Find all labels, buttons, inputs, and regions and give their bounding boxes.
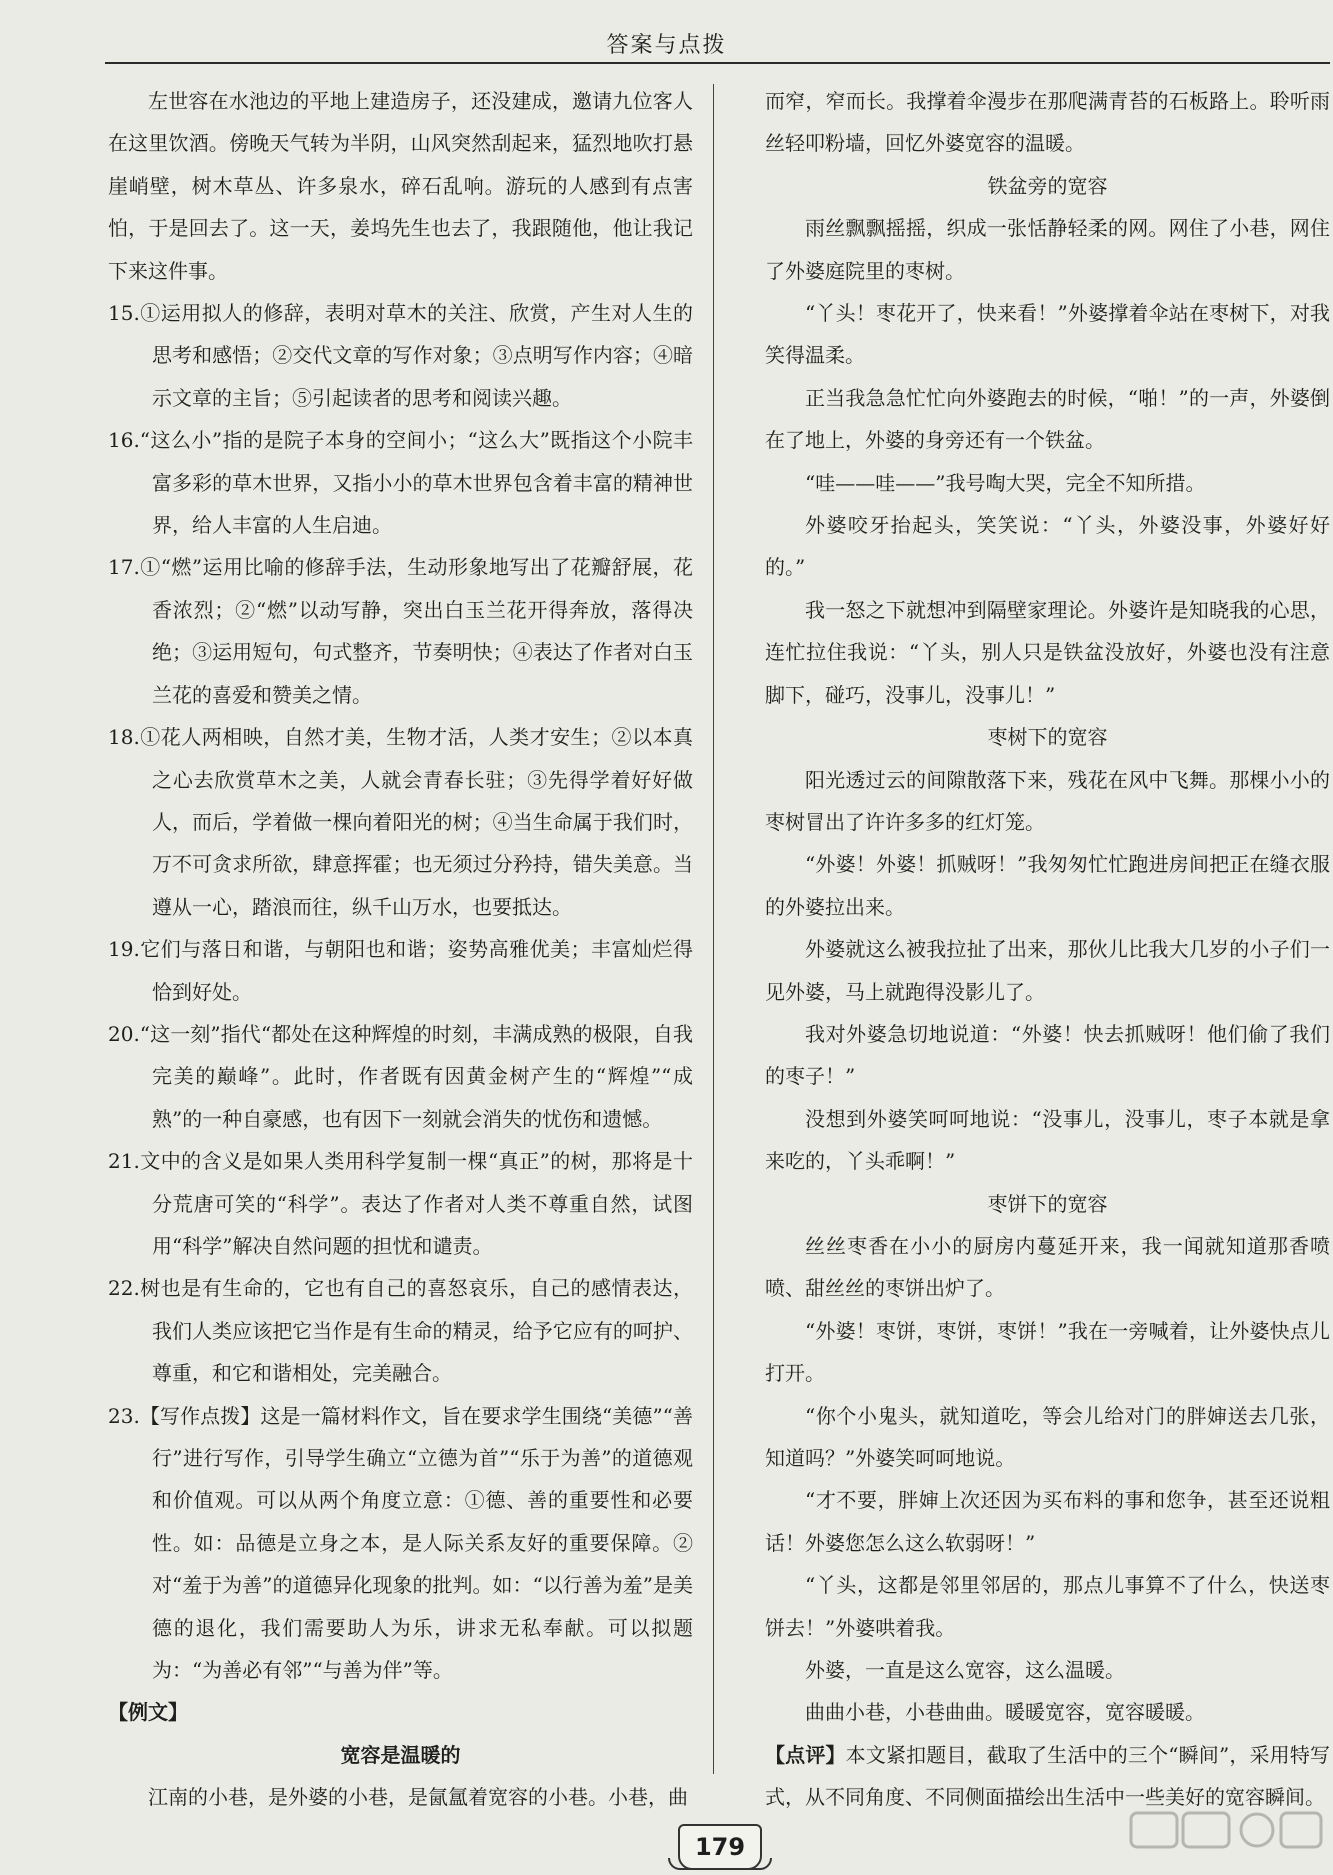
answer-20: 20.“这一刻”指代“都处在这种辉煌的时刻，丰满成熟的极限，自我完美的巅峰”。此时，作者既有因黄金树产生的“辉煌”“成熟”的一种自豪感，也有因下一刻就会消失的忧伤和遗憾。	[108, 1021, 693, 1131]
paragraph: 丝丝枣香在小小的厨房内蔓延开来，我一闻就知道那香喷喷、甜丝丝的枣饼出炉了。	[765, 1233, 1330, 1301]
answer-23: 23.【写作点拨】这是一篇材料作文，旨在要求学生围绕“美德”“善行”进行写作，引导学生确立“立德为首”“乐于为善”的道德观和价值观。可以从两个角度立意：①德、善的重要性和必要性。如：品德是立身之本，是人际关系友好的重要保障。②对“羞于为善”的道德异化现象的批判。如：“以行善为羞”是美德的退化，我们需要助人为乐，讲求无私奉献。可以拟题为：“为善必有邻”“与善为伴”等。	[108, 1403, 693, 1683]
paragraph: “丫头，这都是邻里邻居的，那点儿事算不了什么，快送枣饼去！”外婆哄着我。	[765, 1573, 1330, 1640]
paragraph: 我对外婆急切地说道：“外婆！快去抓贼呀！他们偷了我们的枣子！”	[765, 1021, 1330, 1089]
answer-19: 19.它们与落日和谐，与朝阳也和谐；姿势高雅优美；丰富灿烂得恰到好处。	[108, 937, 693, 1004]
answer-16: 16.“这么小”指的是院子本身的空间小；“这么大”既指这个小院丰富多彩的草木世界，又指小小的草木世界包含着丰富的精神世界，给人丰富的人生启迪。	[108, 428, 693, 538]
section-title-jujube-cake: 枣饼下的宽容	[987, 1191, 1108, 1216]
paragraph: 曲曲小巷，小巷曲曲。暖暖宽容，宽容暖暖。	[805, 1700, 1205, 1725]
page-number: 179	[678, 1824, 762, 1870]
comment-text: 本文紧扣题目，截取了生活中的三个“瞬间”，采用特写式，从不同角度、不同侧面描绘出生活中一些美好的宽容瞬间。	[765, 1742, 1331, 1810]
paragraph: 阳光透过云的间隙散落下来，残花在风中飞舞。那棵小小的枣树冒出了许许多多的红灯笼。	[765, 767, 1330, 834]
paragraph: “外婆！外婆！抓贼呀！”我匆匆忙忙跑进房间把正在缝衣服的外婆拉出来。	[765, 852, 1330, 919]
paragraph: 正当我急急忙忙向外婆跑去的时候，“啪！”的一声，外婆倒在了地上，外婆的身旁还有一个铁盆。	[765, 385, 1330, 453]
answer-17: 17.①“燃”运用比喻的修辞手法，生动形象地写出了花瓣舒展，花香浓烈；②“燃”以动写静，突出白玉兰花开得奔放，落得决绝；③运用短句，句式整齐，节奏明快；④表达了作者对白玉兰花的喜爱和赞美之情。	[108, 555, 693, 707]
column-divider	[713, 84, 714, 1774]
section-title-iron-basin: 铁盆旁的宽容	[987, 173, 1108, 198]
paragraph: “才不要，胖婶上次还因为买布料的事和您争，甚至还说粗话！外婆您怎么这么软弱呀！”	[765, 1488, 1330, 1555]
paragraph: 外婆就这么被我拉扯了出来，那伙儿比我大几岁的小子们一见外婆，马上就跑得没影儿了。	[765, 937, 1330, 1004]
paragraph: 没想到外婆笑呵呵地说：“没事儿，没事儿，枣子本就是拿来吃的，丫头乖啊！”	[765, 1106, 1330, 1174]
essay-continued: 而窄，窄而长。我撑着伞漫步在那爬满青苔的石板路上。聆听雨丝轻叩粉墙，回忆外婆宽容的温暖。	[765, 89, 1330, 156]
paragraph: “你个小鬼头，就知道吃，等会儿给对门的胖婶送去几张，知道吗？”外婆笑呵呵地说。	[765, 1403, 1330, 1470]
paragraph: 雨丝飘飘摇摇，织成一张恬静轻柔的网。网住了小巷，网住了外婆庭院里的枣树。	[765, 216, 1330, 283]
paragraph: “外婆！枣饼，枣饼，枣饼！”我在一旁喊着，让外婆快点儿打开。	[765, 1318, 1330, 1386]
answer-22: 22.树也是有生命的，它也有自己的喜怒哀乐，自己的感情表达，我们人类应该把它当作是有生命的精灵，给予它应有的呵护、尊重，和它和谐相处，完美融合。	[108, 1276, 693, 1386]
essay-title: 宽容是温暖的	[340, 1742, 461, 1767]
left-column	[108, 80, 693, 1819]
essay-opening: 江南的小巷，是外婆的小巷，是氤氲着宽容的小巷。小巷，曲	[148, 1785, 688, 1810]
paragraph: 外婆咬牙抬起头，笑笑说：“丫头，外婆没事，外婆好好的。”	[765, 513, 1330, 580]
header-rule	[105, 62, 1330, 64]
example-label: 【例文】	[108, 1700, 188, 1725]
comment-paragraph	[765, 1734, 1330, 1819]
paragraph: 我一怒之下就想冲到隔壁家理论。外婆许是知晓我的心思，连忙拉住我说：“丫头，别人只是铁盆没放好，外婆也没有注意脚下，碰巧，没事儿，没事儿！”	[765, 597, 1330, 707]
open-book-icon	[668, 1858, 772, 1870]
paragraph: “丫头！枣花开了，快来看！”外婆撑着伞站在枣树下，对我笑得温柔。	[765, 301, 1330, 368]
header-title: 答案与点拨	[606, 33, 727, 58]
paragraph: 外婆，一直是这么宽容，这么温暖。	[805, 1658, 1125, 1683]
intro-paragraph: 左世容在水池边的平地上建造房子，还没建成，邀请九位客人在这里饮酒。傍晚天气转为半阴，山风突然刮起来，猛烈地吹打悬崖峭壁，树木草丛、许多泉水，碎石乱响。游玩的人感到有点害怕，于是回去了。这一天，姜坞先生也去了，我跟随他，他让我记下来这件事。	[108, 89, 693, 283]
comment-label: 【点评】	[765, 1742, 846, 1767]
watermark-logo-icon	[1127, 1807, 1327, 1871]
paragraph: “哇——哇——”我号啕大哭，完全不知所措。	[805, 470, 1206, 495]
answer-18: 18.①花人两相映，自然才美，生物才活，人类才安生；②以本真之心去欣赏草木之美，人就会青春长驻；③先得学着好好做人，而后，学着做一棵向着阳光的树；④当生命属于我们时，万不可贪求所欲，肆意挥霍；也无须过分矜持，错失美意。当遵从一心，踏浪而往，纵千山万水，也要抵达。	[108, 725, 693, 919]
right-column	[765, 80, 1330, 1819]
answer-21: 21.文中的含义是如果人类用科学复制一棵“真正”的树，那将是十分荒唐可笑的“科学”。表达了作者对人类不尊重自然，试图用“科学”解决自然问题的担忧和谴责。	[108, 1149, 693, 1258]
answer-15: 15.①运用拟人的修辞，表明对草木的关注、欣赏，产生对人生的思考和感悟；②交代文章的写作对象；③点明写作内容；④暗示文章的主旨；⑤引起读者的思考和阅读兴趣。	[108, 301, 693, 410]
section-title-jujube-tree: 枣树下的宽容	[987, 725, 1108, 750]
